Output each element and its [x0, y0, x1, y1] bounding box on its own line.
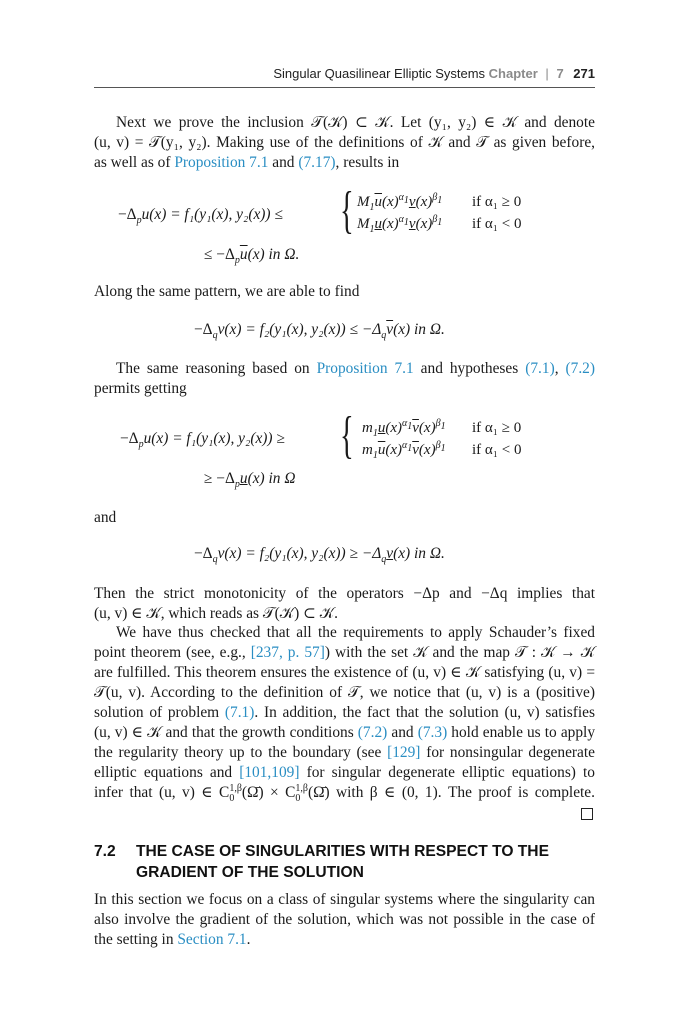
case-row: $m_1u(x)^{\alpha_1}\overline{v}(x)^{\beta_1}$ if α₁ ≥ 0 [362, 418, 522, 439]
paragraph-section-intro [94, 890, 595, 950]
connector-and: and [94, 509, 117, 526]
ref-101-109[interactable]: [101,109] [239, 764, 300, 781]
ref-eq-7-17[interactable]: (7.17) [298, 154, 336, 171]
ref-eq-7-1[interactable]: (7.1) [525, 360, 555, 377]
case-row: $M_1u(x)^{\alpha_1}v(x)^{\beta_1}$ if α₁ < 0 [357, 214, 522, 235]
header-separator: | [545, 66, 549, 81]
paragraph-same-reasoning [94, 359, 595, 399]
left-brace: { [340, 407, 354, 464]
equation-2: $-\Delta_qv(x) = f_2(y_1(x)$, $y_2(x)) \le -\Delta_q\overline{v}(x)$ in Ω. [194, 321, 445, 342]
text-line: (u, v) = 𝒯(y₁, y₂). Making use of the definitions of 𝒦 and 𝒯 as given before, [94, 134, 595, 151]
text-line: elliptic equations and [101,109] for singular degenerate elliptic equations) to [94, 764, 595, 781]
text-line: Next we prove the inclusion 𝒯(𝒦) ⊂ 𝒦. Let (y₁, y₂) ∈ 𝒦 and denote [116, 114, 595, 131]
case-row: $m_1\overline{u}(x)^{\alpha_1}\overline{v}(x)^{\beta_1}$ if α₁ < 0 [362, 440, 522, 461]
text-line: as well as of Proposition 7.1 and (7.17), results in [94, 154, 400, 171]
text-line: are fulfilled. This theorem ensures the existence of (u, v) ∈ 𝒦 satisfying (u, v) = [94, 664, 595, 681]
paragraph-monotonicity [94, 584, 595, 624]
text-line: solution of problem (7.1). In addition, the fact that the solution (u, v) satisfies [94, 704, 595, 721]
chapter-label: Chapter [488, 66, 538, 81]
running-title: Singular Quasilinear Elliptic Systems [273, 66, 486, 81]
equation-1-lhs: $-\Delta_pu(x) = f_1(y_1(x)$, y₂(x)) ≤ [118, 206, 283, 227]
ref-section-7-1[interactable]: Section 7.1 [177, 931, 247, 948]
equation-3-cases [362, 417, 602, 461]
header-rule [94, 87, 595, 88]
text-line: (u, v) ∈ 𝒦 and that the growth conditions (7.2) and (7.3) hold enable us to apply [94, 724, 596, 741]
text-line: 𝒯(u, v). According to the definition of 𝒯, we notice that (u, v) is a (positive) [94, 684, 595, 701]
section-title-line: THE CASE OF SINGULARITIES WITH RESPECT TO THE [136, 843, 549, 860]
text-line: point theorem (see, e.g., [237, p. 57]) with the set 𝒦 and the map 𝒯 : 𝒦 → 𝒦 [94, 644, 595, 661]
ref-proposition-7-1[interactable]: Proposition 7.1 [174, 154, 269, 171]
equation-3-lhs: $-\Delta_pu(x) = f_1(y_1(x)$, y₂(x)) ≥ [120, 430, 285, 451]
ref-eq-7-2[interactable]: (7.2) [357, 724, 388, 741]
qed-square-icon [581, 808, 593, 820]
text-line: In this section we focus on a class of singular systems where the singularity can [94, 891, 595, 908]
ref-eq-7-1[interactable]: (7.1) [224, 704, 255, 721]
text-line: permits getting [94, 380, 187, 397]
text-line: (u, v) ∈ 𝒦, which reads as 𝒯(𝒦) ⊂ 𝒦. [94, 605, 338, 622]
case-row: $M_1\overline{u}(x)^{\alpha_1}v(x)^{\beta_1}$ if α₁ ≥ 0 [357, 192, 522, 213]
ref-proposition-7-1[interactable]: Proposition 7.1 [316, 360, 414, 377]
page-number: 271 [573, 66, 595, 81]
paragraph-inclusion [94, 113, 595, 173]
chapter-number: 7 [556, 66, 564, 81]
section-heading [94, 841, 595, 883]
paragraph-same-pattern: Along the same pattern, we are able to find [94, 283, 360, 300]
equation-3-second-line: ≥ $-\Delta_pu(x)$ in Ω [204, 470, 296, 491]
text-line: We have thus checked that all the requirements to apply Schauder’s fixed [116, 624, 595, 641]
text-line: infer that (u, v) ∈ $C_0^{1,\beta}(\Omegā)$ × $C_0^{1,\beta}(\Omegā)$ with β ∈ (0, 1). The proof is complete. [94, 782, 595, 805]
section-title-line: GRADIENT OF THE SOLUTION [136, 864, 364, 881]
equation-1-cases [357, 191, 597, 235]
text-line: also involve the gradient of the solution, which was not possible in the case of [94, 911, 595, 928]
equation-1-second-line: ≤ $-\Delta_p\overline{u}(x)$ in Ω. [204, 246, 300, 267]
section-number: 7.2 [94, 843, 116, 860]
left-brace: { [340, 182, 354, 239]
text-line: The same reasoning based on Proposition 7.1 and hypotheses (7.1), (7.2) [116, 360, 595, 377]
ref-237[interactable]: [237, p. 57] [250, 644, 325, 661]
running-header [273, 66, 595, 81]
text-line: the setting in Section 7.1. [94, 931, 251, 948]
paragraph-schauder [94, 623, 595, 803]
ref-129[interactable]: [129] [387, 744, 421, 761]
text-line: Then the strict monotonicity of the operators −Δp and −Δq implies that [94, 585, 595, 602]
equation-4: $-\Delta_qv(x) = f_2(y_1(x)$, $y_2(x)) \ge -\Delta_qv(x)$ in Ω. [194, 545, 445, 566]
ref-eq-7-3[interactable]: (7.3) [417, 724, 448, 741]
ref-eq-7-2[interactable]: (7.2) [565, 360, 595, 377]
text-line: the regularity theory up to the boundary (see [129] for nonsingular degenerate [94, 744, 595, 761]
